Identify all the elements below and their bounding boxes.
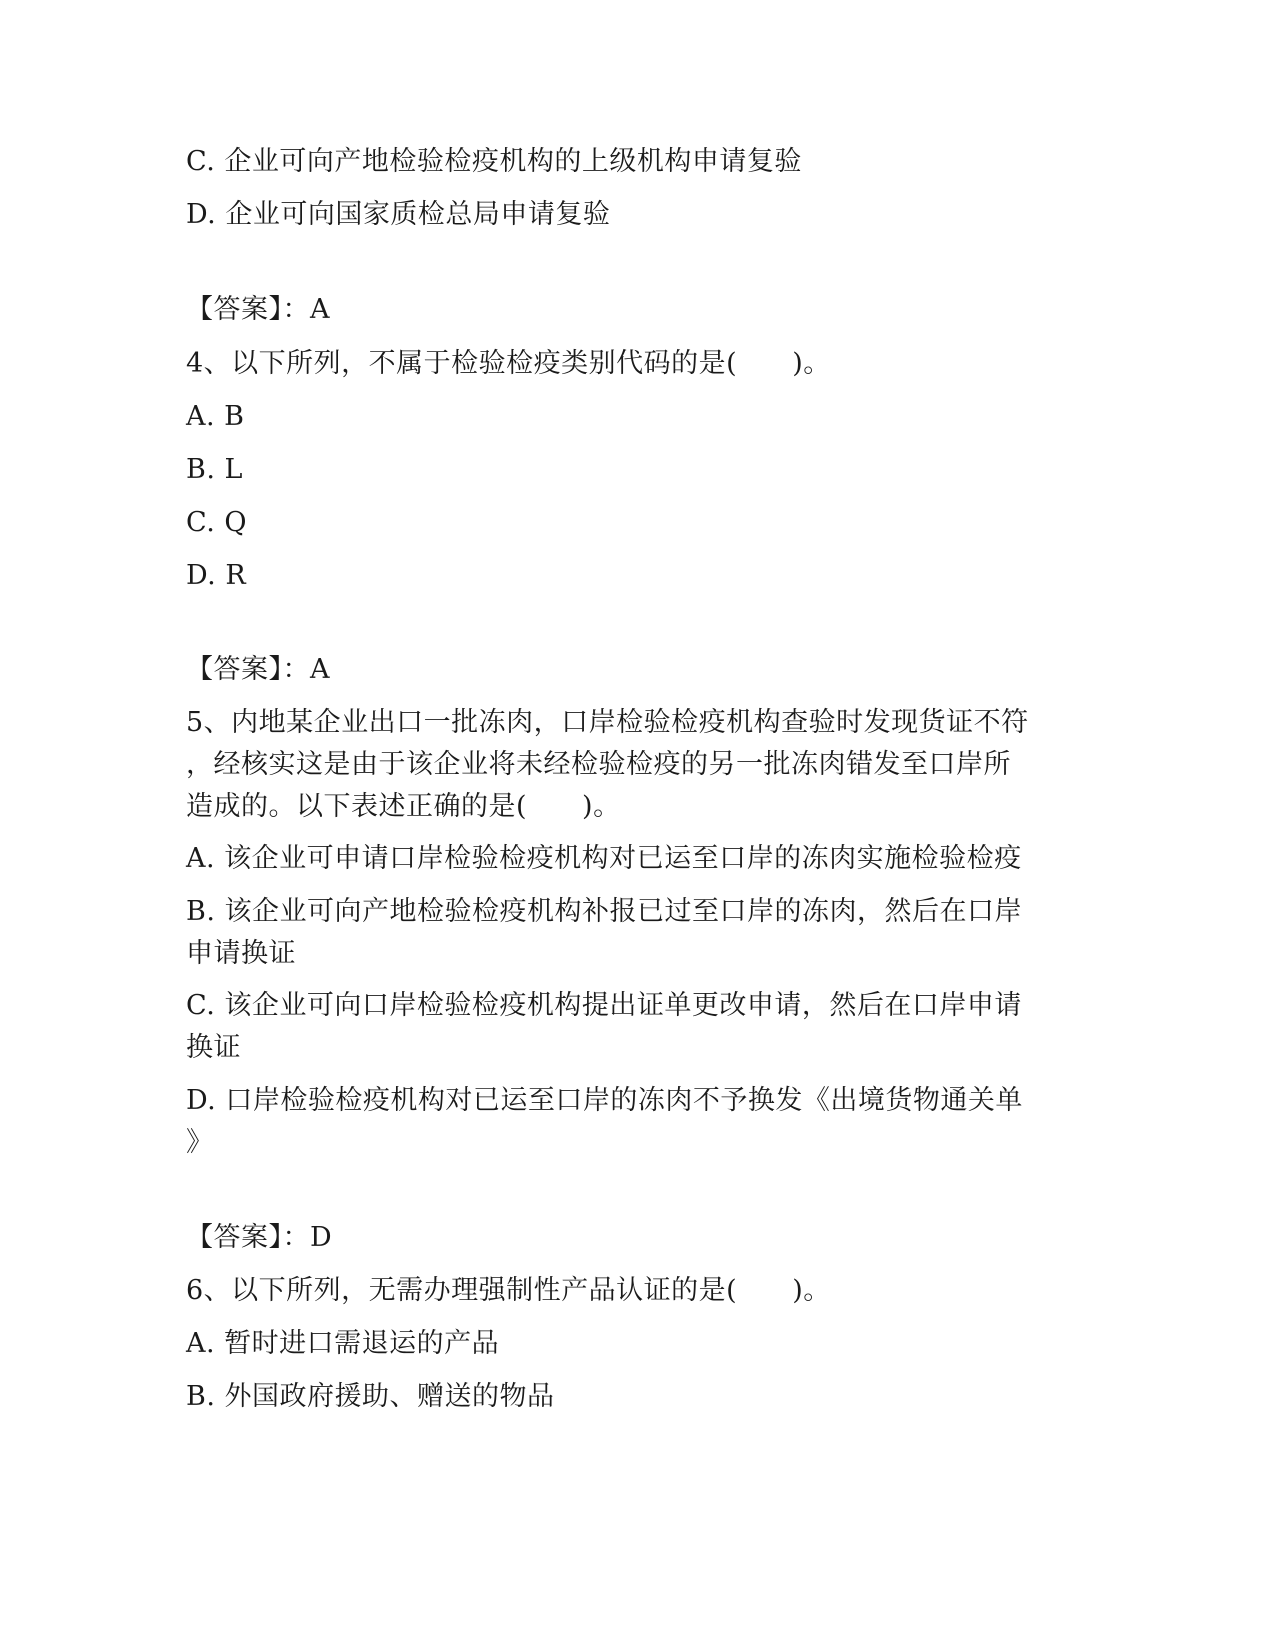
q5-option-d-line-1: D. 口岸检验检疫机构对已运至口岸的冻肉不予换发《出境货物通关单 [186,1085,1023,1116]
q5-stem-line-2: ，经核实这是由于该企业将未经检验检疫的另一批冻肉错发至口岸所 [186,749,1011,780]
q3-option-d: D. 企业可向国家质检总局申请复验 [186,199,611,230]
q5-option-c-line-1: C. 该企业可向口岸检验检疫机构提出证单更改申请，然后在口岸申请 [186,990,1022,1021]
q4-option-b: B. L [186,454,243,485]
q4-option-a: A. B [186,401,245,432]
q5-option-b-line-1: B. 该企业可向产地检验检疫机构补报已过至口岸的冻肉，然后在口岸 [186,896,1023,927]
q4-answer: 【答案】：A [186,654,330,685]
q5-option-b-line-2: 申请换证 [186,938,296,969]
q6-option-b: B. 外国政府援助、赠送的物品 [186,1381,555,1412]
q4-stem: 4、以下所列，不属于检验检疫类别代码的是( )。 [186,348,831,379]
q5-option-a: A. 该企业可申请口岸检验检疫机构对已运至口岸的冻肉实施检验检疫 [186,843,1022,874]
q6-stem: 6、以下所列，无需办理强制性产品认证的是( )。 [186,1275,831,1306]
q4-option-d: D. R [186,560,247,591]
q6-option-a: A. 暂时进口需退运的产品 [186,1328,500,1359]
q5-option-c-line-2: 换证 [186,1032,241,1063]
q5-option-d-line-2: 》 [186,1127,214,1158]
q5-stem-line-3: 造成的。以下表述正确的是( )。 [186,791,621,822]
q5-answer: 【答案】：D [186,1222,333,1253]
q3-option-c: C. 企业可向产地检验检疫机构的上级机构申请复验 [186,146,802,177]
q4-option-c: C. Q [186,507,247,538]
q5-stem-line-1: 5、内地某企业出口一批冻肉，口岸检验检疫机构查验时发现货证不符 [186,707,1029,738]
q3-answer: 【答案】：A [186,294,330,325]
